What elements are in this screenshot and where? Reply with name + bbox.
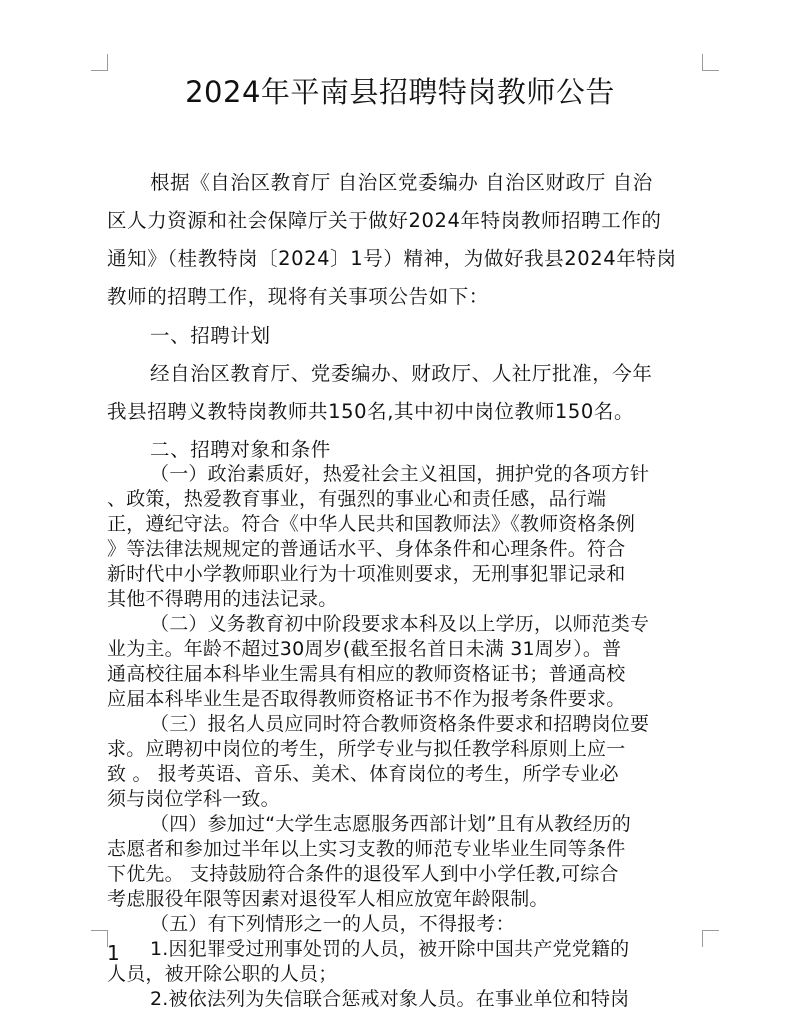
section-line: （三）报名人员应同时符合教师资格条件要求和招聘岗位要 (150, 713, 650, 735)
section-line: 人员，被开除公职的人员； (107, 963, 338, 985)
section-line: 经自治区教育厅、党委编办、财政厅、人社厅批准，今年 (150, 362, 653, 385)
intro-line: 根据《自治区教育厅 自治区党委编办 自治区财政厅 自治 (150, 171, 653, 194)
section-line: 正，遵纪守法。符合《中华人民共和国教师法》《教师资格条例 (107, 513, 636, 535)
document-title: 2024年平南县招聘特岗教师公告 (185, 75, 615, 109)
section-line: （二）义务教育初中阶段要求本科及以上学历，以师范类专 (150, 613, 650, 635)
section-line: 求。应聘初中岗位的考生，所学专业与拟任教学科原则上应一 (107, 738, 626, 760)
crop-mark-top-left (91, 54, 108, 71)
section-line: 应届本科毕业生是否取得教师资格证书不作为报考条件要求。 (107, 688, 626, 710)
section-line: 业为主。年龄不超过30周岁(截至报名首日未满 31周岁）。普 (107, 638, 622, 660)
crop-mark-bottom-left (91, 930, 108, 947)
section-line: （一）政治素质好，热爱社会主义祖国，拥护党的各项方针 (150, 463, 650, 485)
section-line: （四）参加过“大学生志愿服务西部计划”且有从教经历的 (150, 813, 631, 835)
section-line: 1.因犯罪受过刑事处罚的人员，被开除中国共产党党籍的 (150, 938, 630, 960)
section-line: 其他不得聘用的违法记录。 (107, 588, 338, 610)
section-line: 志愿者和参加过半年以上实习支教的师范专业毕业生同等条件 (107, 838, 626, 860)
section-line: 我县招聘义教特岗教师共150名,其中初中岗位教师150名。 (107, 400, 635, 423)
section-line: 2.被依法列为失信联合惩戒对象人员。在事业单位和特岗 (150, 988, 630, 1010)
intro-line: 通知》（桂教特岗〔2024〕1号）精神，为做好我县2024年特岗 (107, 247, 677, 270)
section-line: 通高校往届本科毕业生需具有相应的教师资格证书；普通高校 (107, 663, 626, 685)
section-line: 、政策，热爱教育事业，有强烈的事业心和责任感，品行端 (107, 488, 607, 510)
section-line: 》等法律法规规定的普通话水平、身体条件和心理条件。符合 (107, 538, 626, 560)
page-number: 1 (107, 941, 120, 965)
section-heading: 一、招聘计划 (150, 324, 271, 347)
intro-line: 区人力资源和社会保障厅关于做好2024年特岗教师招聘工作的 (107, 209, 662, 232)
crop-mark-bottom-right (702, 930, 719, 947)
section-line: 下优先。 支持鼓励符合条件的退役军人到中小学任教,可综合 (107, 863, 619, 885)
section-line: 考虑服役年限等因素对退役军人相应放宽年龄限制。 (107, 888, 549, 910)
section-heading: 二、招聘对象和条件 (150, 438, 331, 461)
section-line: 新时代中小学教师职业行为十项准则要求，无刑事犯罪记录和 (107, 563, 626, 585)
section-line: （五）有下列情形之一的人员，不得报考： (150, 913, 515, 935)
section-line: 须与岗位学科一致。 (107, 788, 280, 810)
section-line: 致 。 报考英语、音乐、美术、体育岗位的考生，所学专业必 (107, 763, 619, 785)
intro-line: 教师的招聘工作，现将有关事项公告如下： (107, 285, 489, 308)
crop-mark-top-right (702, 54, 719, 71)
